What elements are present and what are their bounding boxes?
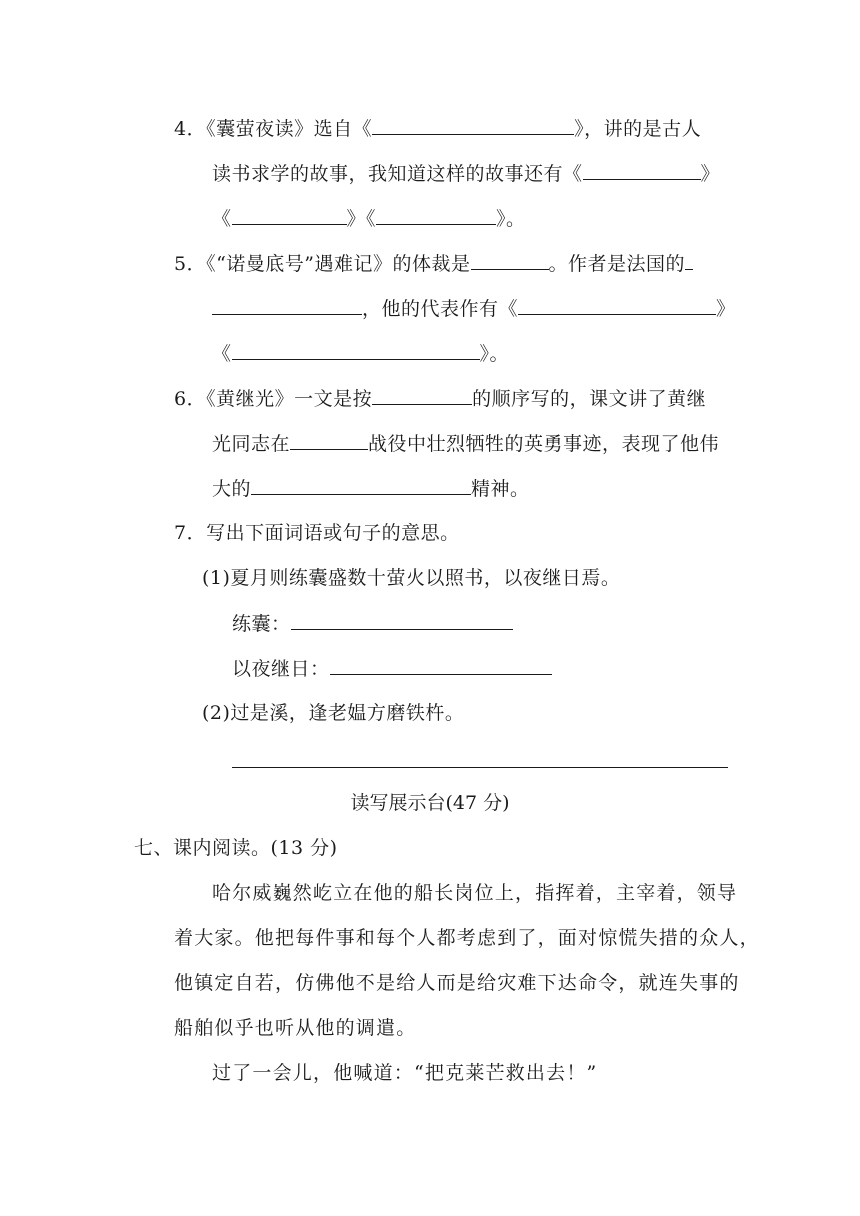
answer-blank[interactable] <box>330 657 552 675</box>
question-text: 。作者是法国的 <box>548 253 686 275</box>
word-label: 练囊： <box>232 613 291 635</box>
passage-line: 船舶似乎也听从他的调遣。 <box>174 1017 417 1039</box>
answer-blank[interactable] <box>372 387 472 405</box>
answer-blank[interactable] <box>518 297 716 315</box>
answer-blank[interactable] <box>372 117 574 135</box>
question-text: 读书求学的故事，我知道这样的故事还有《 <box>212 163 583 185</box>
question-text: 》 <box>700 163 721 185</box>
question-4-line-3 <box>212 207 526 230</box>
question-text: 》《 <box>346 208 377 230</box>
answer-blank[interactable] <box>232 207 347 225</box>
answer-blank[interactable] <box>685 252 693 270</box>
part-7-heading: 七、课内阅读。(13 分) <box>134 837 338 859</box>
passage-line: 着大家。他把每件事和每个人都考虑到了，面对惊慌失措的众人， <box>174 927 760 949</box>
question-text: 《 <box>212 343 232 365</box>
question-6-line-2 <box>212 432 719 455</box>
answer-blank[interactable] <box>212 297 362 315</box>
question-text: 战役中壮烈牺牲的英勇事迹，表现了他伟 <box>368 433 720 455</box>
question-5-line-2 <box>212 297 736 320</box>
answer-blank[interactable] <box>376 207 496 225</box>
question-4-line-1 <box>174 117 701 140</box>
question-text: 的顺序写的，课文讲了黄继 <box>472 388 707 410</box>
question-number: 5． <box>174 253 207 275</box>
question-text: 》 <box>716 298 736 320</box>
answer-line[interactable] <box>232 767 728 768</box>
question-6-line-1 <box>174 387 706 410</box>
question-7-word-1 <box>232 612 513 635</box>
passage-line: 过了一会儿，他喊道：“把克莱芒救出去！” <box>212 1062 598 1084</box>
question-number: 6． <box>174 388 207 410</box>
question-text: 精神。 <box>471 478 530 500</box>
question-text: 《 <box>212 208 232 230</box>
question-7-word-2 <box>232 657 552 680</box>
question-6-line-3 <box>212 477 530 500</box>
question-text: 大的 <box>212 478 252 500</box>
question-text: 》。 <box>479 343 510 365</box>
question-text: 《囊萤夜读》选自《 <box>206 118 373 140</box>
question-5-line-1 <box>174 252 693 275</box>
question-7-title: 7．写出下面词语或句子的意思。 <box>174 522 460 544</box>
question-text: ，他的代表作有《 <box>362 298 519 320</box>
question-text: 》。 <box>496 208 526 230</box>
question-text: 》，讲的是古人 <box>574 118 702 140</box>
passage-line: 他镇定自若，仿佛他不是给人而是给灾难下达命令，就连失事的 <box>174 972 740 994</box>
passage-line: 哈尔威巍然屹立在他的船长岗位上，指挥着，主宰着，领导 <box>212 882 738 904</box>
question-4-line-2 <box>212 162 720 185</box>
question-text: 《黄继光》一文是按 <box>206 388 373 410</box>
answer-blank[interactable] <box>583 162 701 180</box>
section-title: 读写展示台(47 分) <box>350 792 510 814</box>
question-text: 《“诺曼底号”遇难记》的体裁是 <box>206 253 471 275</box>
question-7-sentence-1: (1)夏月则练囊盛数十萤火以照书，以夜继日焉。 <box>202 567 621 589</box>
question-5-line-3 <box>212 342 509 365</box>
question-text: 光同志在 <box>212 433 291 455</box>
answer-blank[interactable] <box>290 432 368 450</box>
answer-blank[interactable] <box>291 612 513 630</box>
answer-blank[interactable] <box>251 477 471 495</box>
word-label: 以夜继日： <box>232 658 330 680</box>
question-number: 4． <box>174 118 207 140</box>
answer-blank[interactable] <box>232 342 480 360</box>
answer-blank[interactable] <box>471 252 549 270</box>
question-7-sentence-2: (2)过是溪，逢老媪方磨铁杵。 <box>202 702 465 724</box>
